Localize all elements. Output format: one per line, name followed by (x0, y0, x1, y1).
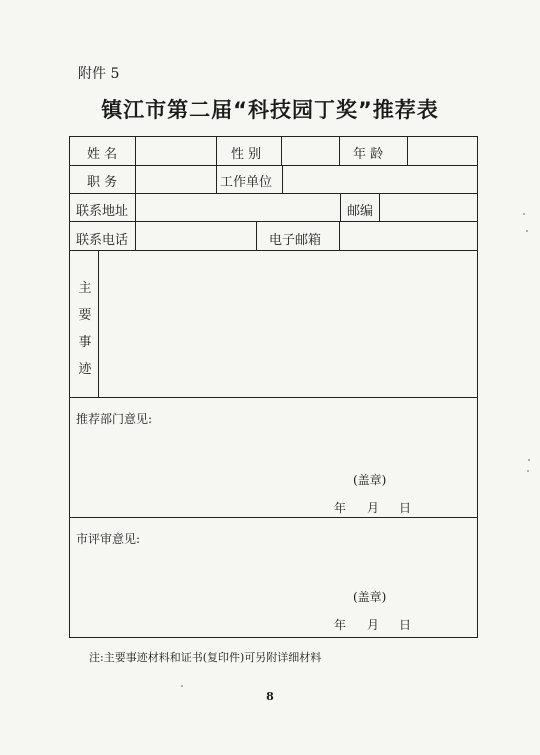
recommendation-form (69, 136, 478, 638)
gender-field[interactable] (288, 141, 336, 163)
gender-label: 性 别 (231, 147, 262, 162)
scan-speck (527, 470, 529, 472)
phone-field[interactable] (140, 225, 252, 247)
recommend-dept-label: 推荐部门意见: (76, 412, 153, 426)
city-review-month: 月 (367, 618, 380, 632)
age-field[interactable] (413, 141, 473, 163)
postcode-label: 邮编 (347, 204, 374, 219)
scan-speck (526, 230, 528, 232)
age-label: 年 龄 (353, 147, 384, 162)
recommend-dept-day: 日 (399, 501, 412, 515)
recommend-dept-month: 月 (367, 501, 380, 515)
address-field[interactable] (140, 197, 335, 219)
main-deeds-label: 主 要 事 迹 (78, 281, 92, 377)
city-review-day: 日 (399, 618, 412, 632)
main-deeds-field[interactable] (103, 255, 473, 393)
scan-speck (528, 459, 530, 461)
scan-speck (523, 213, 525, 215)
recommend-dept-field[interactable] (74, 429, 473, 513)
scan-speck (181, 685, 183, 687)
phone-label: 联系电话 (76, 233, 129, 248)
workplace-label: 工作单位 (220, 175, 273, 190)
attachment-label: 附件 5 (78, 66, 120, 82)
name-label: 姓 名 (87, 147, 118, 162)
city-review-year: 年 (334, 618, 347, 632)
footnote: 注:主要事迹材料和证书(复印件)可另附详细材料 (89, 651, 322, 664)
name-field[interactable] (146, 141, 214, 163)
address-label: 联系地址 (76, 204, 129, 219)
city-review-seal: (盖章) (353, 590, 387, 604)
workplace-field[interactable] (288, 169, 473, 191)
city-review-field[interactable] (74, 549, 473, 633)
page-number: 8 (266, 690, 274, 703)
email-field[interactable] (344, 225, 474, 247)
email-label: 电子邮箱 (269, 233, 322, 248)
postcode-field[interactable] (384, 197, 474, 219)
position-label: 职 务 (87, 175, 118, 190)
city-review-label: 市评审意见: (76, 532, 141, 546)
recommend-dept-seal: (盖章) (353, 473, 387, 487)
position-field[interactable] (146, 169, 214, 191)
form-title: 镇江市第二届“科技园丁奖”推荐表 (101, 98, 439, 122)
recommend-dept-year: 年 (334, 501, 347, 515)
